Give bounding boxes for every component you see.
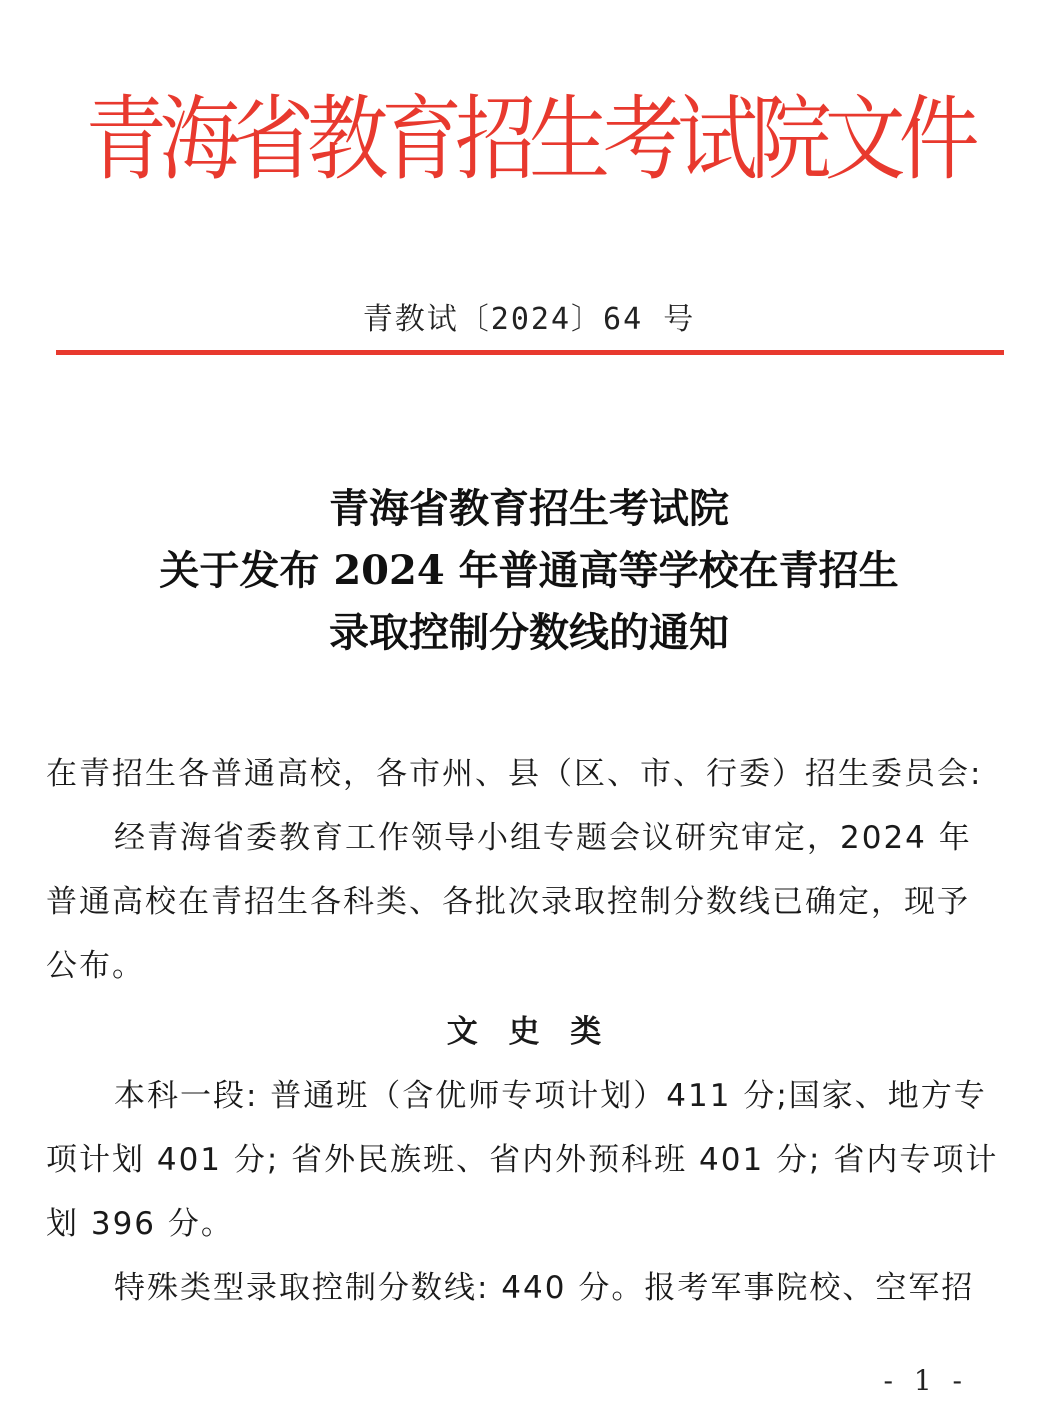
notice-title <box>0 478 1058 664</box>
undergrad-line-1: 本科一段: 普通班（含优师专项计划）411 分;国家、地方专 <box>114 1078 987 1114</box>
notice-title-line-1: 青海省教育招生考试院 <box>329 485 729 532</box>
section-heading-liberal-arts: 文 史 类 <box>446 1014 612 1050</box>
salutation: 在青招生各普通高校，各市州、县（区、市、行委）招生委员会: <box>46 756 983 792</box>
document-number: 青教试〔2024〕64 号 <box>362 302 696 337</box>
undergrad-line-2: 项计划 401 分; 省外民族班、省内外预科班 401 分; 省内专项计 <box>46 1142 999 1178</box>
intro-line-2: 普通高校在青招生各科类、各批次录取控制分数线已确定，现予 <box>46 884 970 920</box>
special-line: 特殊类型录取控制分数线: 440 分。报考军事院校、空军招 <box>114 1270 975 1306</box>
header-divider <box>56 350 1004 355</box>
page-number: - 1 - <box>883 1364 968 1397</box>
notice-title-line-3: 录取控制分数线的通知 <box>329 609 729 656</box>
document-header-title: 青海省教育招生考试院文件 <box>85 86 973 193</box>
intro-line-3: 公布。 <box>46 948 145 984</box>
notice-title-line-2: 关于发布 2024 年普通高等学校在青招生 <box>159 547 899 594</box>
undergrad-line-3: 划 396 分。 <box>46 1206 234 1242</box>
intro-line-1: 经青海省委教育工作领导小组专题会议研究审定，2024 年 <box>114 820 972 856</box>
